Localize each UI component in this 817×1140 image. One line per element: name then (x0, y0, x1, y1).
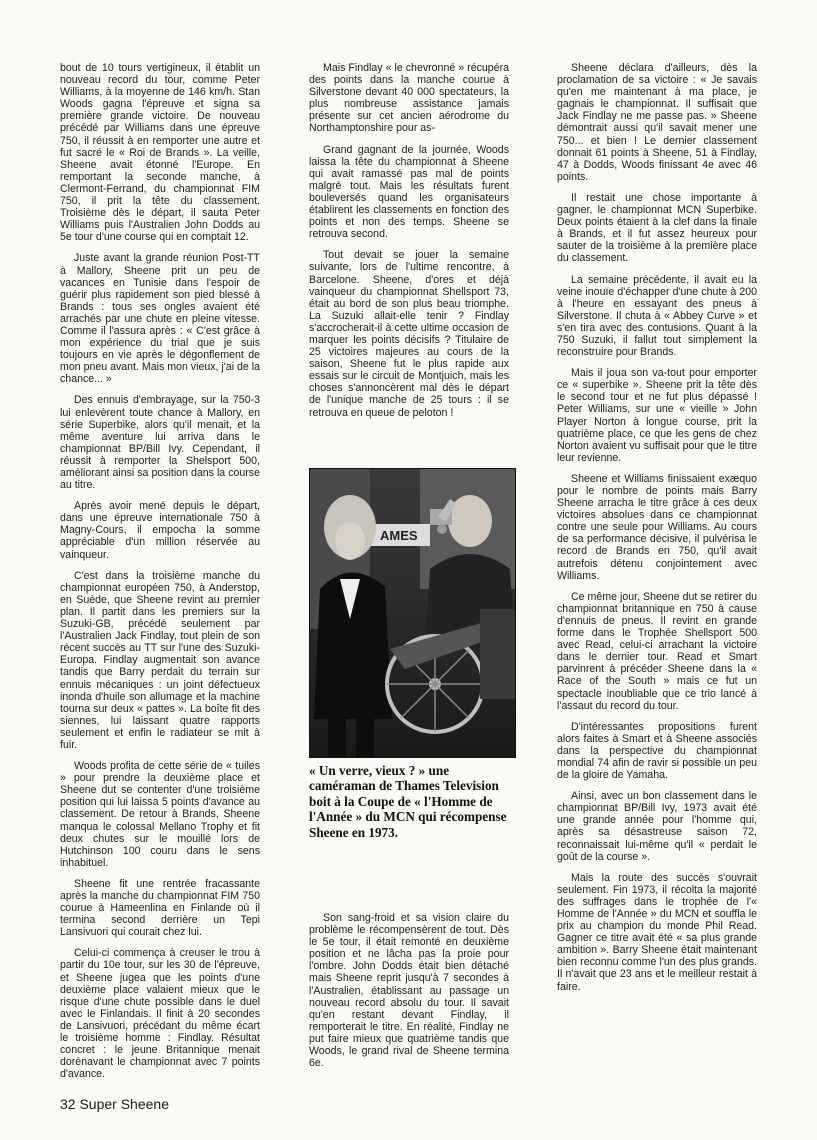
paragraph: Ainsi, avec un bon classement dans le championnat BP/Bill Ivy, 1973 avait été une grande année pour l'homme qui, après sa désastreuse saison 72, reconnaissait lui-même qu'il « perdait le goût de la course ». (557, 790, 757, 863)
article-column-2-bottom (309, 912, 509, 1078)
photo-caption: « Un verre, vieux ? » une caméraman de Thames Television boit à la Coupe de « l'Homme de l'Année » du MCN qui récompense Sheene en 1973. (309, 763, 507, 840)
paragraph: Tout devait se jouer la semaine suivante, lors de l'ultime rencontre, à Barcelone. Sheene, d'ores et déjà vainqueur du championnat Shellsport 73, était au bord de son plus beau triomphe. La Suzuki allait-elle tenir ? Findlay s'accrocherait-il à cette ultime occasion de marquer les points décisifs ? Titulaire de 25 victoires majeures au cours de la saison, Sheene fut le plus rapide aux essais sur le circuit de Montjuich, mais les choses s'annoncèrent mal dès le départ de l'unique manche de 25 tours : il se retrouva en queue de peloton ! (309, 249, 509, 419)
paragraph: Son sang-froid et sa vision claire du problème le récompensèrent de tout. Dès le 5e tour, il était remonté en deuxième position et ne lâcha pas la proie pour l'ombre. John Dodds était bien détaché mais Sheene reprit jusqu'à 7 secondes à l'Australien, établissant au passage un nouveau record absolu du tour. Il savait qu'en restant devant Findlay, il remporterait le titre. En réalité, Findlay ne put faire mieux que quatrième tandis que Woods, le grand rival de Sheene termina 6e. (309, 912, 509, 1070)
paragraph: Sheene et Williams finissaient exæquo pour le nombre de points mais Barry Sheene arracha le titre grâce à ces deux victoires absolues dans ce championnat contre une seule pour Williams. Au cours de sa performance décisive, il pulvérisa le record de Brands en 750, qu'il avait autrefois détenu conjointement avec Williams. (557, 472, 757, 582)
photo-illustration (310, 469, 515, 757)
paragraph: Des ennuis d'embrayage, sur la 750-3 lui enlevèrent toute chance à Mallory, en série Superbike, alors qu'il menait, et la même aventure lui arriva dans le championnat BP/Bill Ivy. Cependant, il réussit à remporter la Shelsport 500, améliorant ainsi sa position dans la course au titre. (60, 394, 260, 492)
paragraph: Grand gagnant de la journée, Woods laissa la tête du championnat à Sheene qui avait ramassé pas mal de points malgré tout. Mais les résultats furent bouleversés quand les organisateurs établirent les classements en fonction des points et non des temps. Sheene se retrouva second. (309, 143, 509, 241)
sign-text: AMES (380, 528, 418, 543)
paragraph: Juste avant la grande réunion Post-TT à Mallory, Sheene prit un peu de vacances en Tunisie dans l'espoir de guérir plus rapidement son pied blessé à Brands : tous ses ongles avaient été arrachés par une chute en pleine vitesse. Comme il l'assura après : « C'est grâce à mon expérience du trial que je suis toujours en vie après le dégonflement de mon pneu avant. Mais mon vieux, j'ai de la chance... » (60, 252, 260, 386)
article-column-1 (60, 62, 260, 1089)
paragraph: D'intéressantes propositions furent alors faites à Smart et à Sheene associés dans la perspective du championnat mondial 74 afin de ravir si possible un peu de la gloire de Yamaha. (557, 720, 757, 782)
paragraph: Woods profita de cette série de « tuiles » pour prendre la deuxième place et Sheene dut se contenter d'une troisième position qui lui laissa 5 points d'avance au classement. De retour à Brands, Sheene manqua le colossal Mellano Trophy et fit deux chutes sur le mouillé lors de Hutchinson 100 couru dans le sens inhabituel. (60, 760, 260, 869)
paragraph: La semaine précédente, il avait eu la veine inouïe d'échapper d'une chute à 200 à l'heure en essayant des pneus à Silverstone. Il chuta à « Abbey Curve » et s'en tira avec des contusions. Quant à la 750 Suzuki, il fallut tout simplement la reconstruire pour Brands. (557, 273, 757, 359)
paragraph: Mais Findlay « le chevronné » récupéra des points dans la manche courue à Silverstone devant 40 000 spectateurs, la plus nombreuse assistance jamais présente sur cet ancien aérodrome du Northamptonshire pour as- (309, 62, 509, 135)
paragraph: C'est dans la troisième manche du championnat européen 750, à Anderstop, en Suède, que Sheene revint au premier plan. Il partit dans les premiers sur la Suzuki-GB, précédé seulement par l'Australien Jack Findlay, tout plein de son récent succès au TT sur l'une des Suzuki-Europa. Findlay augmentait son avance tandis que Barry perdait du terrain sur ennuis mécaniques : un joint défectueux inonda d'huile son allumage et la machine tourna sur deux « pattes ». La boîte fit des siennes, lui laissant quatre rapports seulement et enfin le radiateur se mit à fuir. (60, 569, 260, 751)
paragraph: Mais il joua son va-tout pour emporter ce « superbike ». Sheene prit la tête dès le second tour et ne fut plus dépassé ! Peter Williams, sur une « vieille » John Player Norton à longue course, prit la quatrième place, ce que les gens de chez Norton avaient vu suffisait pour que le titre leur revienne. (557, 367, 757, 464)
paragraph: Sheene déclara d'ailleurs, dès la proclamation de sa victoire : « Je savais qu'en me maintenant à ma place, je gagnais le championnat. Il suffisait que Jack Findlay ne me passe pas. » Sheene démontrait aussi qu'il savait mener une 750... et bien ! Le dernier classement donnait 61 points à Sheene, 51 à Findlay, 47 à Dodds, Woods finissant 4e avec 46 points. (557, 62, 757, 183)
paragraph: Ce même jour, Sheene dut se retirer du championnat britannique en 750 à cause d'ennuis de pneus. Il revint en grande forme dans le Trophée Shellsport 500 avec Read, celui-ci arrachant la victoire dans le dernier tour. Read et Smart parvinrent à précéder Sheene dans la « Race of the South » mais ce fut un spectacle inoubliable que ce trio lancé à l'assaut du record du tour. (557, 590, 757, 712)
paragraph: bout de 10 tours vertigineux, il établit un nouveau record du tour, comme Peter Williams, à la moyenne de 146 km/h. Stan Woods gagna l'épreuve et signa sa première grande victoire. De nouveau précédé par Williams dans une épreuve 750, il réussit à en remporter une autre et fut sacré le « Roi de Brands ». La veille, Sheene avait étonné l'Europe. En remportant la seconde manche, à Clermont-Ferrand, du championnat FIM 750, il prit la tête du classement. Troisième dès le départ, il sauta Peter Williams puis l'Australien John Dodds au 5e tour d'une course qui en comptait 12. (60, 62, 260, 244)
paragraph: Il restait une chose importante à gagner, le championnat MCN Superbike. Deux points étaient à la clef dans la finale à Brands, et il fut assez heureux pour sauter de la troisième à la première place du classement. (557, 191, 757, 265)
paragraph: Celui-ci commença à creuser le trou à partir du 10e tour, sur les 30 de l'épreuve, et Sheene jugea que les points d'une deuxième place valaient mieux que le risque d'une chute possible dans le duel avec le Finlandais. Il finit à 20 secondes de Lansivuori, précédant du même écart le troisième homme : Findlay. Résultat concret : le jeune Britannique menait dorénavant le championnat avec 7 points d'avance. (60, 947, 260, 1081)
paragraph: Après avoir mené depuis le départ, dans une épreuve internationale 750 à Magny-Cours, il empocha la somme appréciable d'un million réservée au vainqueur. (60, 500, 260, 561)
paragraph: Sheene fit une rentrée fracassante après la manche du championnat FIM 750 courue à Hameenlina en Finlande où il termina second derrière un Tepi Lansivuori qui courait chez lui. (60, 877, 260, 939)
photo-sheene-trophy (309, 468, 516, 758)
article-column-3 (557, 62, 757, 1002)
article-column-2-top (309, 62, 509, 428)
paragraph: Mais la route des succès s'ouvrait seulement. Fin 1973, il récolta la majorité des suffrages dans le trophée de l'« Homme de l'Année » du MCN et souffla le prix au champion du monde Phil Read. Gagner ce titre avait été « sa plus grande ambition ». Barry Sheene était maintenant bien reconnu comme l'un des plus grands. Il n'avait que 23 ans et le meilleur restait à faire. (557, 871, 757, 993)
page-folio: 32 Super Sheene (60, 1096, 169, 1112)
